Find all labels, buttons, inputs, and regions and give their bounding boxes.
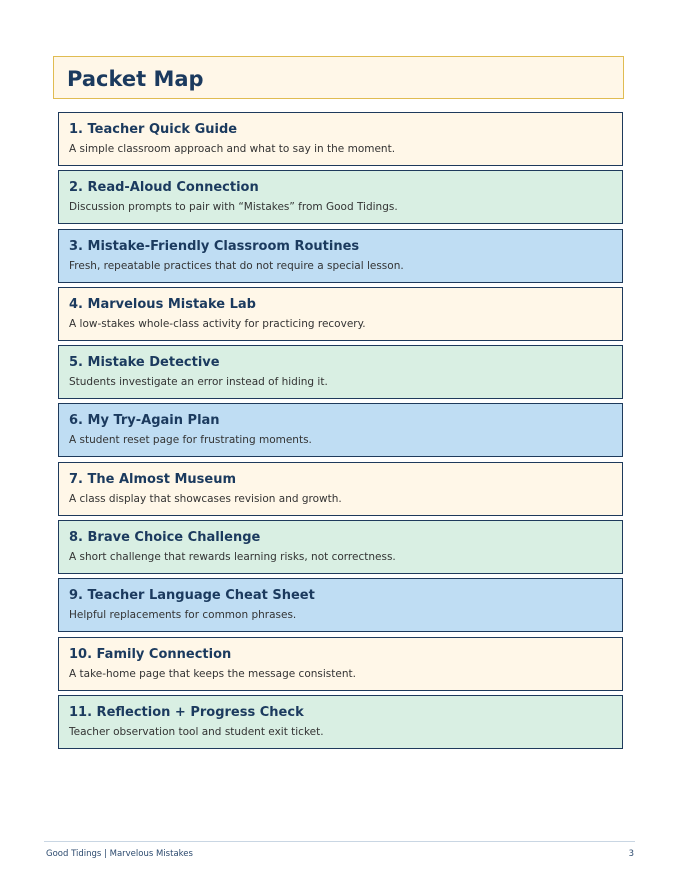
packet-item-reflection-progress-check (58, 695, 623, 749)
packet-item-read-aloud-connection (58, 170, 623, 224)
packet-item-title: 5. Mistake Detective (69, 355, 220, 371)
packet-item-description: A student reset page for frustrating moments. (69, 434, 312, 447)
packet-item-description: Teacher observation tool and student exit ticket. (69, 725, 324, 738)
packet-item-description: A low-stakes whole-class activity for practicing recovery. (69, 317, 366, 330)
packet-item-description: Discussion prompts to pair with “Mistakes” from Good Tidings. (69, 201, 398, 214)
packet-item-description: A class display that showcases revision and growth. (69, 492, 342, 505)
packet-item-brave-choice-challenge (58, 520, 623, 574)
packet-item-description: A take-home page that keeps the message consistent. (69, 667, 356, 680)
packet-item-description: A short challenge that rewards learning risks, not correctness. (69, 551, 396, 564)
packet-item-mistake-lab (58, 287, 623, 341)
packet-item-title: 11. Reflection + Progress Check (69, 704, 304, 720)
packet-map-header (53, 56, 624, 99)
packet-item-title: 6. My Try-Again Plan (69, 413, 220, 429)
packet-item-title: 9. Teacher Language Cheat Sheet (69, 588, 315, 604)
packet-item-description: A simple classroom approach and what to say in the moment. (69, 143, 396, 155)
packet-map-list (58, 112, 623, 753)
packet-item-title: 3. Mistake-Friendly Classroom Routines (69, 238, 360, 254)
packet-item-almost-museum (58, 462, 623, 516)
footer-title: Good Tidings | Marvelous Mistakes (46, 849, 193, 859)
packet-item-description: Students investigate an error instead of hiding it. (69, 376, 328, 389)
packet-item-language-cheat-sheet (58, 578, 623, 632)
footer-divider (44, 841, 635, 842)
packet-item-try-again-plan (58, 403, 623, 457)
packet-item-description: Helpful replacements for common phrases. (69, 609, 297, 622)
packet-item-title: 10. Family Connection (69, 646, 232, 662)
packet-item-family-connection (58, 637, 623, 691)
packet-item-title: 4. Marvelous Mistake Lab (69, 296, 256, 312)
packet-item-title: 1. Teacher Quick Guide (69, 122, 238, 137)
packet-item-title: 7. The Almost Museum (69, 471, 236, 487)
packet-item-title: 2. Read-Aloud Connection (69, 180, 259, 196)
packet-item-classroom-routines (58, 229, 623, 283)
page-title: Packet Map (67, 67, 204, 91)
packet-item-mistake-detective (58, 345, 623, 399)
page-number: 3 (628, 849, 634, 859)
packet-item-teacher-quick-guide (58, 112, 623, 166)
packet-item-description: Fresh, repeatable practices that do not require a special lesson. (69, 259, 404, 272)
packet-item-title: 8. Brave Choice Challenge (69, 530, 261, 546)
